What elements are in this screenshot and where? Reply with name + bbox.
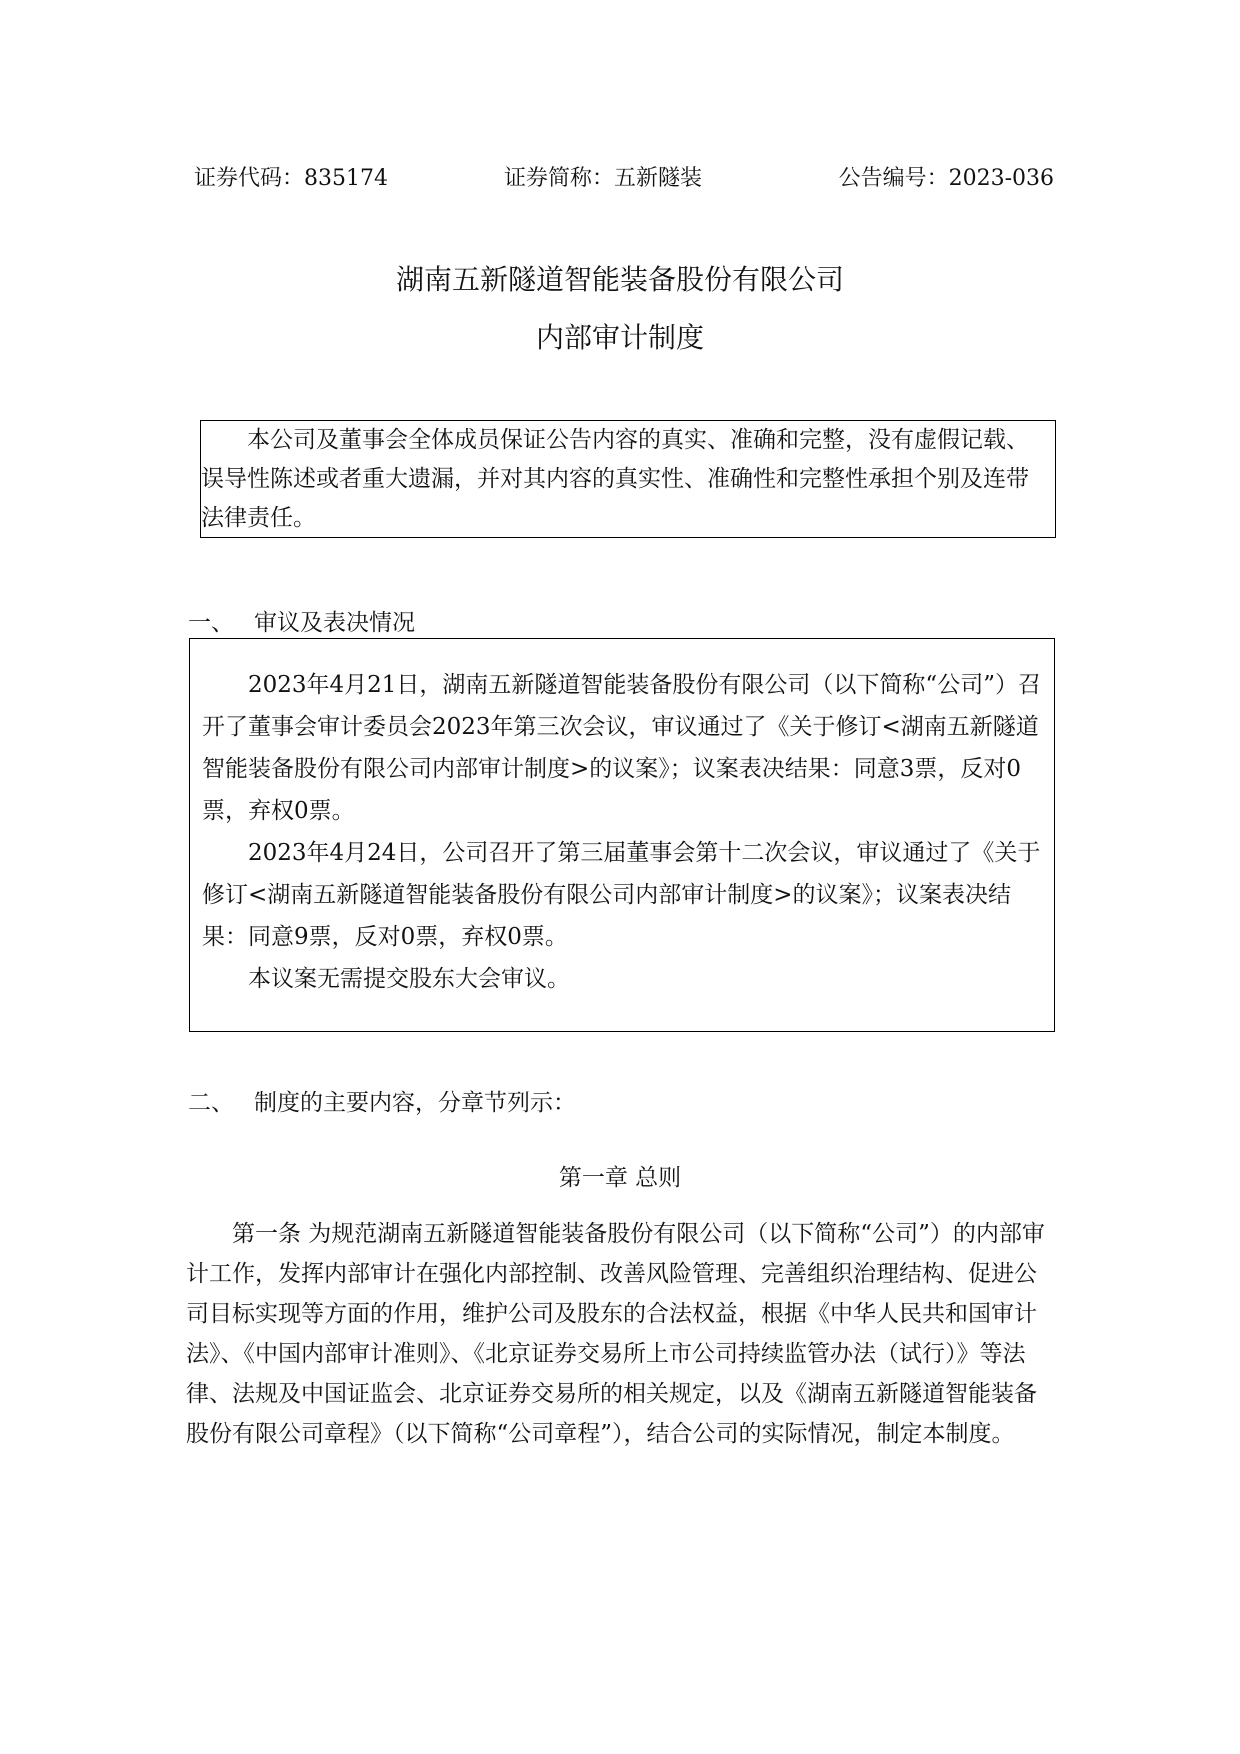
section-1-heading [188, 605, 415, 641]
review-paragraph-1: 2023年4月21日，湖南五新隧道智能装备股份有限公司（以下简称“公司”）召开了董事会审计委员会2023年第三次会议，审议通过了《关于修订<湖南五新隧道智能装备股份有限公司内部审计制度>的议案》；议案表决结果：同意3票，反对0票，弃权0票。 [202, 672, 1041, 824]
disclaimer-text: 本公司及董事会全体成员保证公告内容的真实、准确和完整，没有虚假记载、误导性陈述或者重大遗漏，并对其内容的真实性、准确性和完整性承担个别及连带法律责任。 [201, 427, 1029, 531]
disclaimer-box [200, 420, 1056, 538]
section-2-number: 二、 [188, 1090, 234, 1116]
article-1: 第一条 为规范湖南五新隧道智能装备股份有限公司（以下简称“公司”）的内部审计工作，发挥内部审计在强化内部控制、改善风险管理、完善组织治理结构、促进公司目标实现等方面的作用，维护公司及股东的合法权益，根据《中华人民共和国审计法》、《中国内部审计准则》、《北京证券交易所上市公司持续监管办法（试行）》等法律、法规及中国证监会、北京证券交易所的相关规定，以及《湖南五新隧道智能装备股份有限公司章程》（以下简称“公司章程”），结合公司的实际情况，制定本制度。 [186, 1221, 1045, 1447]
document-title: 内部审计制度 [535, 321, 704, 354]
section-2-heading [188, 1085, 576, 1121]
section-1-number: 一、 [188, 610, 234, 636]
announcement-header [194, 162, 1054, 196]
chapter-1-title: 第一章 总则 [558, 1165, 682, 1191]
company-title: 湖南五新隧道智能装备股份有限公司 [395, 263, 844, 296]
section-1-title: 审议及表决情况 [254, 610, 415, 636]
review-box [189, 638, 1055, 1032]
review-paragraph-3: 本议案无需提交股东大会审议。 [248, 966, 570, 992]
stock-code: 证券代码：835174 [194, 166, 388, 191]
stock-abbreviation: 证券简称：五新隧装 [504, 166, 703, 191]
section-2-title: 制度的主要内容，分章节列示： [254, 1090, 576, 1116]
announcement-number: 公告编号：2023-036 [838, 166, 1054, 191]
review-paragraph-2: 2023年4月24日，公司召开了第三届董事会第十二次会议，审议通过了《关于修订<湖南五新隧道智能装备股份有限公司内部审计制度>的议案》；议案表决结果：同意9票，反对0票，弃权0票。 [202, 840, 1041, 950]
